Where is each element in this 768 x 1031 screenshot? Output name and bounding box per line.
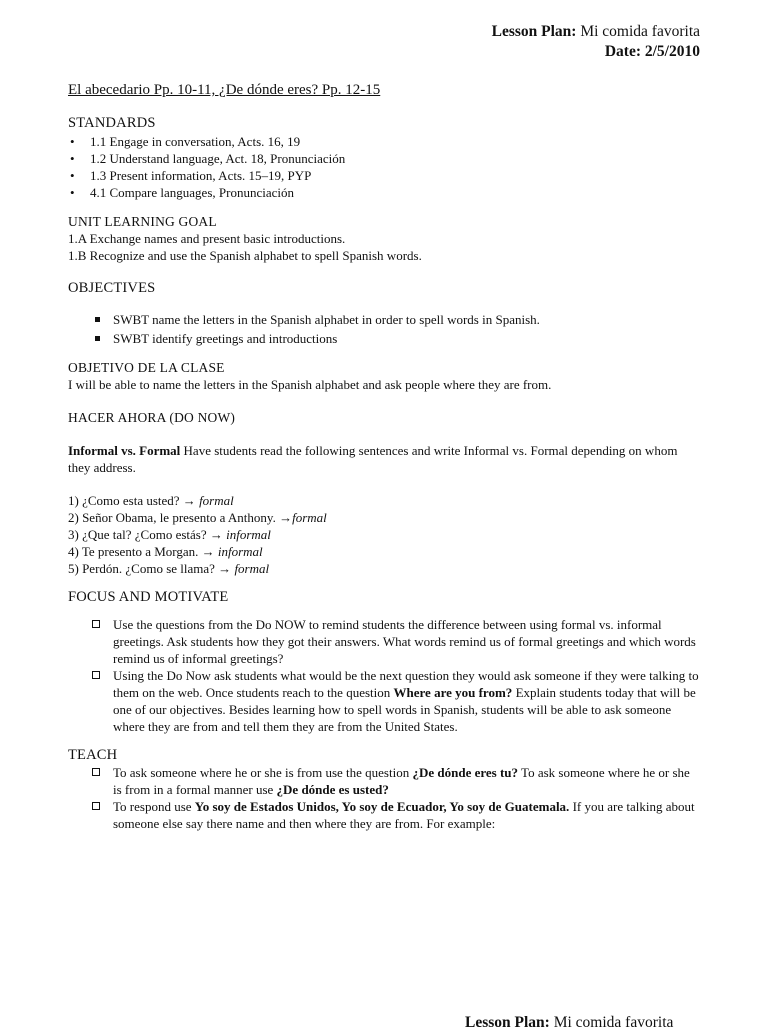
- unit-goal-heading: UNIT LEARNING GOAL: [68, 214, 217, 229]
- standards-list: [68, 133, 700, 201]
- list-item: To ask someone where he or she is from use the question ¿De dónde eres tu? To ask someone where he or she is from in a formal manner use ¿De dónde es usted?: [68, 764, 700, 798]
- checkbox-bullet-icon: [92, 620, 100, 628]
- answer: formal: [292, 510, 327, 525]
- objetivo-text: I will be able to name the letters in the Spanish alphabet and ask people where they are from.: [68, 377, 552, 392]
- date-line: [68, 42, 700, 62]
- next-page-header: [465, 1014, 673, 1031]
- footer-lesson-value: Mi comida favorita: [553, 1014, 674, 1031]
- list-item: 3) ¿Que tal? ¿Como estás? → informal: [68, 527, 271, 542]
- list-item: • 1.2 Understand language, Act. 18, Pronunciación: [68, 150, 700, 167]
- objetivo-heading: OBJETIVO DE LA CLASE: [68, 360, 225, 375]
- list-item: • 1.1 Engage in conversation, Acts. 16, 19: [68, 133, 700, 150]
- date-label: Date:: [604, 43, 641, 60]
- footer-lesson-label: Lesson Plan:: [465, 1014, 550, 1031]
- answer: formal: [199, 493, 234, 508]
- lesson-title: El abecedario Pp. 10-11, ¿De dónde eres? Pp. 12-15: [68, 82, 381, 98]
- list-item: 5) Perdón. ¿Como se llama? → formal: [68, 561, 270, 576]
- list-item: To respond use Yo soy de Estados Unidos, Yo soy de Ecuador, Yo soy de Guatemala. If you are talking about someone else say there name and then where they are from. For example:: [68, 798, 700, 832]
- checkbox-bullet-icon: [92, 768, 100, 776]
- checkbox-bullet-icon: [92, 671, 100, 679]
- focus-heading: FOCUS AND MOTIVATE: [68, 589, 229, 605]
- standards-heading: STANDARDS: [68, 115, 156, 131]
- unit-goal-line: 1.A Exchange names and present basic introductions.: [68, 231, 346, 246]
- do-now-intro: [68, 442, 700, 476]
- answer: informal: [226, 527, 271, 542]
- list-item: 2) Señor Obama, le presento a Anthony. →formal: [68, 510, 327, 525]
- date-value: 2/5/2010: [644, 43, 700, 60]
- list-item: SWBT name the letters in the Spanish alphabet in order to spell words in Spanish.: [68, 311, 700, 328]
- document-header: [68, 22, 700, 62]
- teach-list: [68, 764, 700, 832]
- lesson-plan-line: [68, 22, 700, 42]
- list-item: Use the questions from the Do NOW to remind students the difference between using formal vs. informal greetings. Ask students how they got their answers. What words remind us of formal greetings and which words remind us of informal greetings?: [68, 616, 700, 667]
- list-item: Using the Do Now ask students what would be the next question they would ask someone if they were talking to them on the web. Once students reach to the question Where are you from? Explain students today that will be one of our objectives. Besides learning how to spell words in Spanish, students will be able to ask someone where they are from and tell them they are from the United States.: [68, 667, 700, 735]
- objectives-list: [68, 311, 700, 347]
- lesson-plan-label: Lesson Plan:: [491, 23, 577, 40]
- list-item: 4) Te presento a Morgan. → informal: [68, 544, 263, 559]
- list-item: • 1.3 Present information, Acts. 15–19, PYP: [68, 167, 700, 184]
- document-page: [68, 22, 700, 832]
- do-now-heading: HACER AHORA (DO NOW): [68, 410, 236, 425]
- focus-list: [68, 616, 700, 735]
- list-item: SWBT identify greetings and introductions: [68, 330, 700, 347]
- list-item: 1) ¿Como esta usted? → formal: [68, 493, 234, 508]
- do-now-intro-bold: Informal vs. Formal: [68, 443, 181, 458]
- objectives-heading: OBJECTIVES: [68, 280, 156, 296]
- answer: formal: [234, 561, 270, 576]
- list-item: • 4.1 Compare languages, Pronunciación: [68, 184, 700, 201]
- unit-goal-line: 1.B Recognize and use the Spanish alphabet to spell Spanish words.: [68, 248, 422, 263]
- answer: informal: [217, 544, 263, 559]
- lesson-plan-value: Mi comida favorita: [580, 23, 700, 40]
- teach-heading: TEACH: [68, 747, 118, 763]
- do-now-intro-text: Have students read the following sentences and write Informal vs. Formal depending on whom they address.: [68, 443, 678, 475]
- do-now-list: [68, 492, 700, 577]
- checkbox-bullet-icon: [92, 802, 100, 810]
